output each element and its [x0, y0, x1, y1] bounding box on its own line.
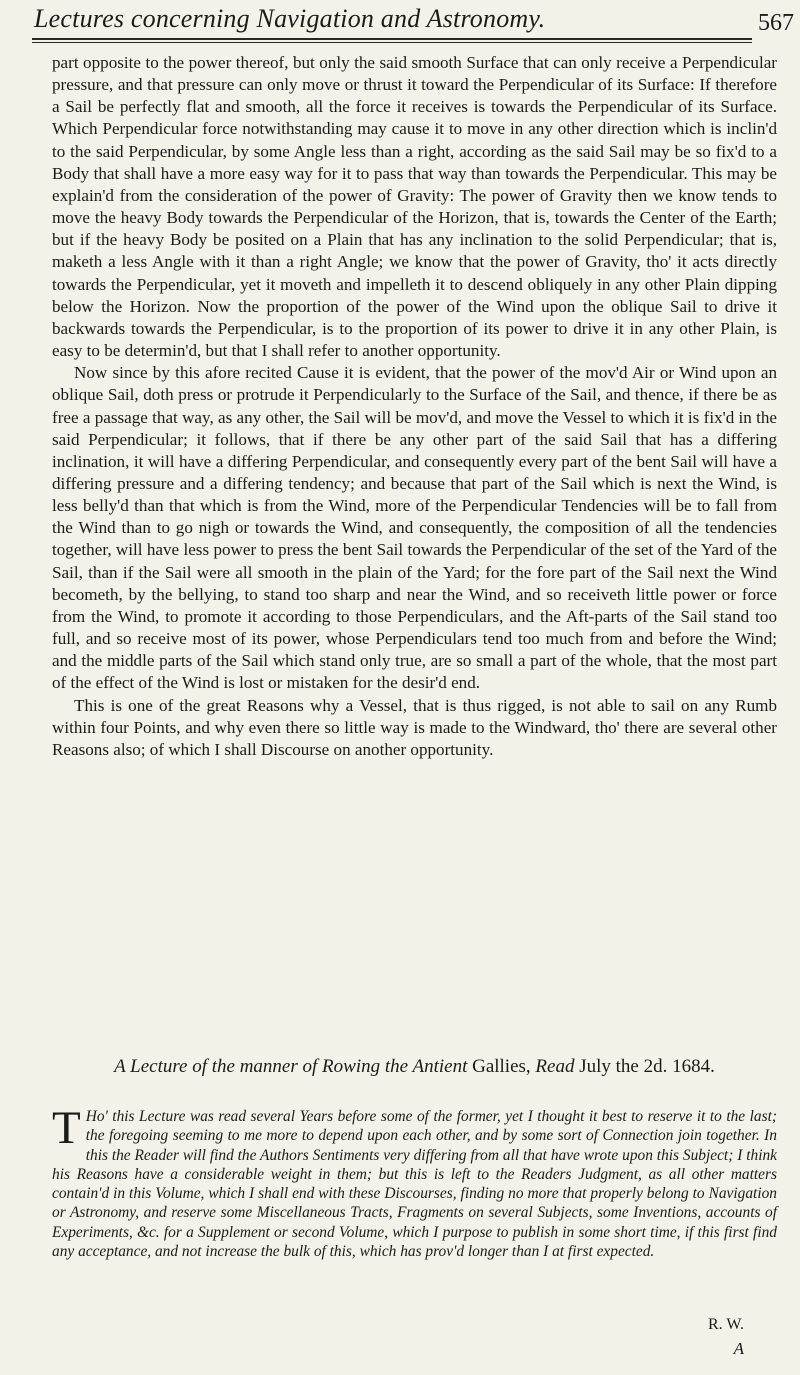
body-text [52, 52, 777, 761]
running-title: Lectures concerning Navigation and Astronomy. [34, 4, 546, 33]
lecture-heading-date: July the 2d. 1684. [579, 1056, 715, 1077]
editor-preface [52, 1102, 777, 1261]
paragraph-bent-sail: Now since by this afore recited Cause it is evident, that the power of the mov'd Air or Wind upon an oblique Sail, doth press or protrude it Perpendicularly to the Surface of the Sail, and thence, if there be as free a passage that way, as any other, the Sail will be mov'd, and move the Vessel to which it is fix'd in the said Perpendicular; it follows, that if there be any other part of the said Sail that has a differing inclination, it will have a differing Perpendicular, and consequently every part of the bent Sail will have a differing pressure and a differing tendency; and because that part of the Sail which is next the Wind, is less belly'd than that which is from the Wind, more of the Perpendicular Tendencies will be to fall from the Wind than to go nigh or towards the Wind, and consequently, the composition of all the tendencies together, will have less power to press the bent Sail towards the Perpendicular of the set of the Yard of the Sail, than if the Sail were all smooth in the plain of the Yard; for the fore part of the Sail next the Wind becometh, by the bellying, to stand too sharp and near the Wind, and so receiveth little power or force from the Wind, to promote it according to those Perpendiculars, and the Aft-parts of the Sail stand too full, and so receive most of its power, whose Perpendiculars tend too much from and before the Wind; and the middle parts of the Sail which stand only true, are so small a part of the whole, that the most part of the effect of the Wind is lost or mistaken for the desir'd end. [52, 363, 777, 693]
running-head [22, 2, 800, 44]
lecture-heading-title: A Lecture of the manner of Rowing the Antient [114, 1056, 468, 1077]
preface-text: Ho' this Lecture was read several Years before some of the former, yet I thought it best to reserve it to the last; the foregoing seeming to me more to depend upon each other, and by some sort of Connection join together. In this the Reader will find the Authors Sentiments very differing from all that have wrote upon this Subject; I think his Reasons have a considerable weight in them; but this is left to the Readers Judgment, as all other matters contain'd in this Volume, which I shall end with these Discourses, finding no more that properly belong to Navigation or Astronomy, and reserve some Miscellaneous Tracts, Fragments on several Subjects, some Inventions, accounts of Experiments, &c. for a Supplement or second Volume, which I purpose to publish in some short time, if this first find any acceptance, and not increase the bulk of this, which has prov'd longer than I at first expected. [52, 1108, 777, 1261]
paragraph-sail-pressure: part opposite to the power thereof, but only the said smooth Surface that can only receive a Perpendicular pressure, and that pressure can only move or thrust it toward the Perpendicular of its Surface: If therefore a Sail be perfectly flat and smooth, all the force it receives is towards the Perpendicular of its Surface. Which Perpendicular force notwithstanding may cause it to move in any other direction which is inclin'd to the said Perpendicular, by some Angle less than a right, according as the said Sail may be so fix'd to a Body that shall have a more easy way for it to pass that way than towards the Perpendicular. This may be explain'd from the consideration of the power of Gravity: The power of Gravity then we know tends to move the heavy Body towards the Perpendicular of the Horizon, that is, towards the Center of the Earth; but if the heavy Body be posited on a Plain that has any inclination to the solid Perpendicular; that is, maketh a less Angle with it than a right Angle; we know that the power of Gravity, tho' it acts directly towards the Perpendicular, yet it moveth and impelleth it to descend obliquely in any other Plain dipping below the Horizon. Now the proportion of the power of the Wind upon the oblique Sail to drive it backwards towards the Perpendicular, is to the proportion of its power to drive it in any other Plain, is easy to be determin'd, but that I shall refer to another opportunity. [52, 53, 777, 361]
head-rule-thin [32, 42, 752, 43]
catchword: A [733, 1339, 744, 1358]
lecture-heading-galleys: Gallies, [472, 1056, 531, 1077]
paragraph-reasons: This is one of the great Reasons why a Vessel, that is thus rigged, is not able to sail on any Rumb within four Points, and why even there so little way is made to the Windward, tho' there are several other Reasons also; of which I shall Discourse on another opportunity. [52, 695, 777, 759]
lecture-heading [52, 1055, 777, 1078]
head-rule [32, 38, 752, 40]
page-number: 567 [758, 10, 794, 36]
lecture-heading-read: Read [535, 1056, 575, 1077]
editor-signature: R. W. [707, 1316, 744, 1333]
drop-cap: T [52, 1102, 81, 1154]
